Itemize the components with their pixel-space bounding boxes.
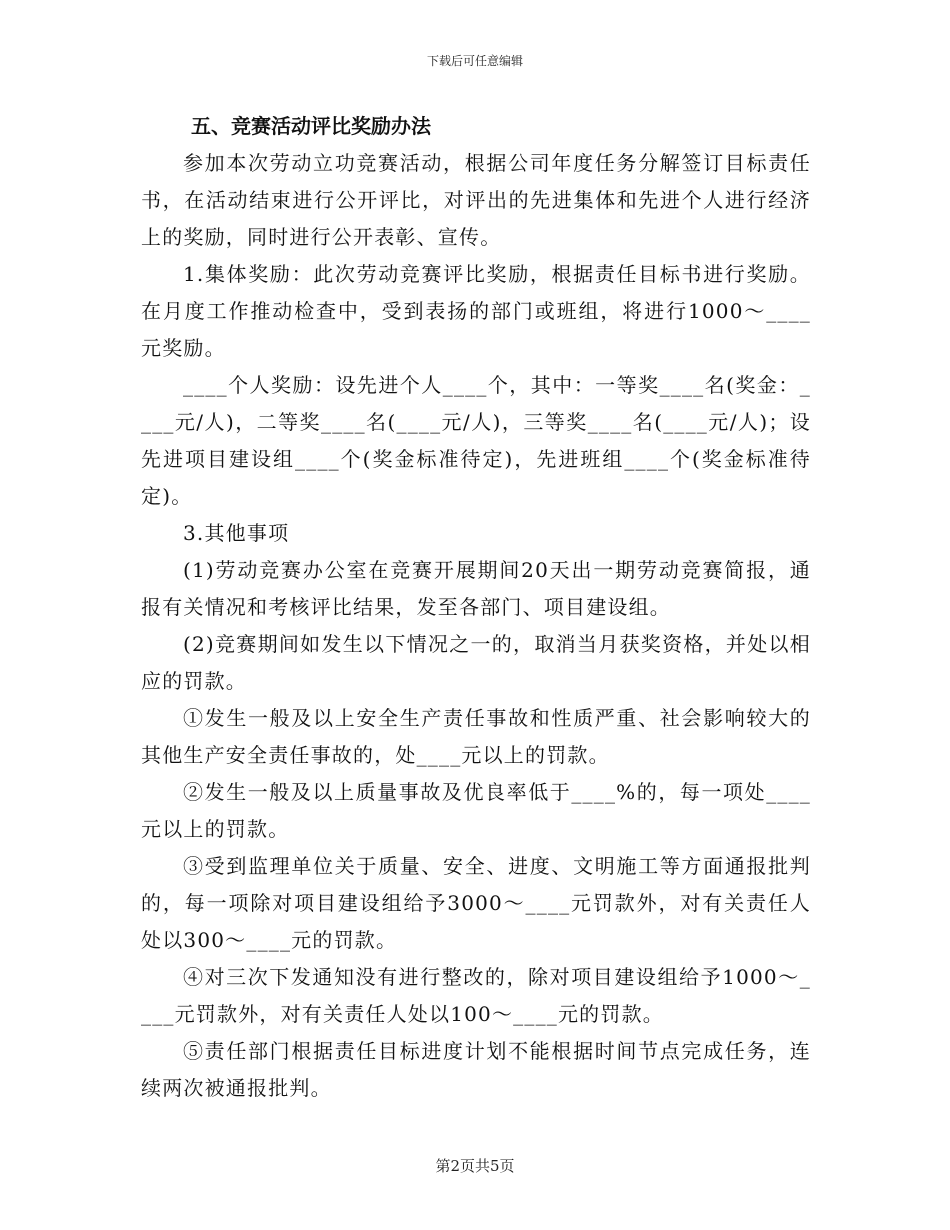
paragraph-penalty-3: ③受到监理单位关于质量、安全、进度、文明施工等方面通报批判的，每一项除对项目建设组给予3000～____元罚款外，对有关责任人处以300～____元的罚款。 <box>141 854 811 952</box>
document-body <box>141 108 811 1107</box>
page-number: 第2页共5页 <box>435 1157 515 1175</box>
paragraph-penalty-1: ①发生一般及以上安全生产责任事故和性质严重、社会影响较大的其他生产安全责任事故的，处____元以上的罚款。 <box>141 706 811 767</box>
paragraph-other-matters-heading: 3.其他事项 <box>183 521 290 545</box>
paragraph-item-1: (1)劳动竞赛办公室在竞赛开展期间20天出一期劳动竞赛简报，通报有关情况和考核评比结果，发至各部门、项目建设组。 <box>141 558 811 619</box>
paragraph-intro: 参加本次劳动立功竞赛活动，根据公司年度任务分解签订目标责任书，在活动结束进行公开评比，对评出的先进集体和先进个人进行经济上的奖励，同时进行公开表彰、宣传。 <box>141 151 811 249</box>
paragraph-penalty-5: ⑤责任部门根据责任目标进度计划不能根据时间节点完成任务，连续两次被通报批判。 <box>141 1039 811 1100</box>
paragraph-individual-reward: ____个人奖励：设先进个人____个，其中：一等奖____名(奖金：____元/人)，二等奖____名(____元/人)，三等奖____名(____元/人)；设先进项目建设组____个(奖金标准待定)，先进班组____个(奖金标准待定)。 <box>141 373 811 508</box>
paragraph-collective-reward: 1.集体奖励：此次劳动竞赛评比奖励，根据责任目标书进行奖励。在月度工作推动检查中，受到表扬的部门或班组，将进行1000～____元奖励。 <box>141 262 811 360</box>
paragraph-penalty-2: ②发生一般及以上质量事故及优良率低于____%的，每一项处____元以上的罚款。 <box>141 780 811 841</box>
paragraph-penalty-4: ④对三次下发通知没有进行整改的，除对项目建设组给予1000～____元罚款外，对有关责任人处以100～____元的罚款。 <box>141 965 811 1026</box>
paragraph-item-2: (2)竞赛期间如发生以下情况之一的，取消当月获奖资格，并处以相应的罚款。 <box>141 632 811 693</box>
page-header: 下载后可任意编辑 <box>426 54 523 68</box>
section-title: 五、竞赛活动评比奖励办法 <box>191 114 431 138</box>
